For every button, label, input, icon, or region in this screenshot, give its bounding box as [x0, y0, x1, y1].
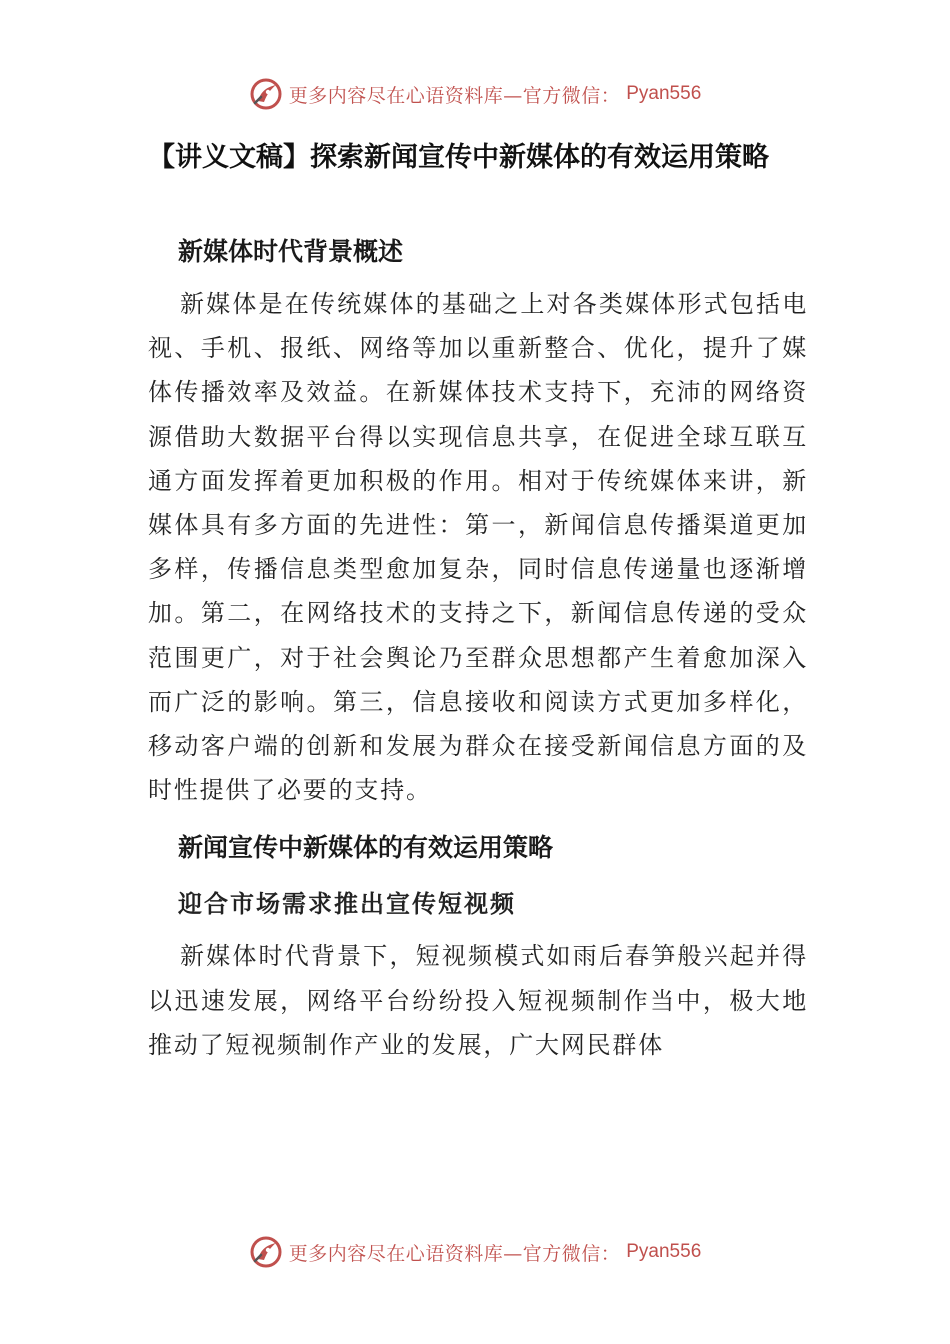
banner-text: 更多内容尽在心语资料库—官方微信：	[288, 84, 621, 107]
document-title: 【讲义文稿】探索新闻宣传中新媒体的有效运用策略	[148, 142, 769, 173]
section-heading-strategies: 新闻宣传中新媒体的有效运用策略	[178, 833, 554, 863]
brand-logo-icon	[249, 77, 283, 111]
subsection-heading-short-video: 迎合市场需求推出宣传短视频	[178, 889, 516, 919]
section-heading-background: 新媒体时代背景概述	[178, 237, 404, 266]
brand-logo-icon	[249, 1235, 283, 1269]
section-paragraph-background: 新媒体是在传统媒体的基础之上对各类媒体形式包括电视、手机、报纸、网络等加以重新整合、优化，提升了媒体传播效率及效益。在新媒体技术支持下，充沛的网络资源借助大数据平台得以实现信息共享，在促进全球互联互通方面发挥着更加积极的作用。相对于传统媒体来讲，新媒体具有多方面的先进性：第一，新闻信息传播渠道更加多样，传播信息类型愈加复杂，同时信息传递量也逐渐增加。第二，在网络技术的支持之下，新闻信息传递的受众范围更广，对于社会舆论乃至群众思想都产生着愈加深入而广泛的影响。第三，信息接收和阅读方式更加多样化，移动客户端的创新和发展为群众在接受新闻信息方面的及时性提供了必要的支持。	[148, 290, 808, 805]
banner-wechat-id: Pyan556	[626, 1241, 702, 1262]
banner-text: 更多内容尽在心语资料库—官方微信：	[288, 1242, 621, 1265]
document-body	[148, 226, 808, 1067]
footer-banner	[0, 1232, 950, 1272]
header-banner	[0, 74, 950, 114]
section-paragraph-short-video: 新媒体时代背景下，短视频模式如雨后春笋般兴起并得以迅速发展，网络平台纷纷投入短视频制作当中，极大地推动了短视频制作产业的发展，广大网民群体	[148, 942, 808, 1059]
banner-wechat-id: Pyan556	[626, 83, 702, 104]
